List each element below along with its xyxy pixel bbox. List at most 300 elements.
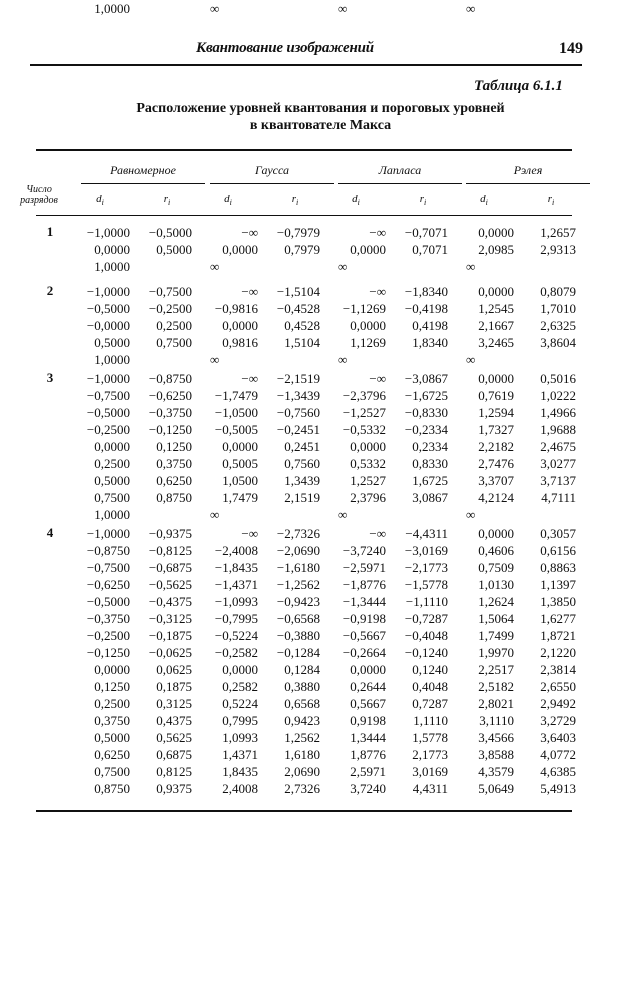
table-cell: 4,2124 <box>478 490 514 505</box>
table-cell: 0,3125 <box>156 696 192 711</box>
table-cell: −0,2582 <box>214 645 258 660</box>
table-cell: 0,5625 <box>156 730 192 745</box>
table-cell: −0,7500 <box>148 284 192 299</box>
subcolumn-d-4 <box>454 193 514 207</box>
table-cell: −0,7500 <box>86 560 130 575</box>
table-cell: 1,3850 <box>540 594 576 609</box>
table-cell: 1,1269 <box>350 335 386 350</box>
table-cell: −∞ <box>241 526 258 541</box>
table-cell: 1,6725 <box>412 473 448 488</box>
table-cell: 0,1875 <box>156 679 192 694</box>
table-cell: 0,2582 <box>222 679 258 694</box>
subcolumn-symbol: r <box>163 193 169 205</box>
table-cell: 0,7500 <box>94 490 130 505</box>
table-cell: −0,7071 <box>404 225 448 240</box>
table-cell: 0,7560 <box>284 456 320 471</box>
bits-header-line-1: Число <box>26 184 52 195</box>
table-cell: −3,0867 <box>404 371 448 386</box>
table-cell: 1,0500 <box>222 473 258 488</box>
group-heading-3: Лапласа <box>378 163 422 177</box>
table-cell: 1,6180 <box>284 747 320 762</box>
table-cell: 3,0169 <box>412 764 448 779</box>
table-cell: ∞ <box>466 1 476 16</box>
table-cell: 2,4008 <box>222 781 258 796</box>
table-cell: 0,9816 <box>222 335 258 350</box>
table-cell: 2,1773 <box>412 747 448 762</box>
table-cell: 1,7010 <box>540 301 576 316</box>
table-cell: 3,6403 <box>540 730 576 745</box>
subcolumn-r-4 <box>521 193 581 207</box>
table-cell: −0,0000 <box>86 318 130 333</box>
table-cell: 1,1110 <box>413 713 448 728</box>
table-cell: 2,9492 <box>540 696 576 711</box>
group-underline-3 <box>338 183 462 184</box>
table-cell: 2,2517 <box>478 662 514 677</box>
table-cell: 0,0000 <box>478 526 514 541</box>
table-cell: −0,3750 <box>86 611 130 626</box>
table-cell: 1,0000 <box>94 1 130 16</box>
table-cell: −1,8340 <box>404 284 448 299</box>
table-cell: 0,0625 <box>156 662 192 677</box>
table-cell: −∞ <box>369 225 386 240</box>
table-cell: 0,6875 <box>156 747 192 762</box>
table-cell: 3,8588 <box>478 747 514 762</box>
table-cell: −0,1250 <box>86 645 130 660</box>
table-cell: −2,3796 <box>342 388 386 403</box>
table-caption-line-1: Расположение уровней квантования и пороговых уровней <box>136 101 505 116</box>
table-cell: 0,0000 <box>350 242 386 257</box>
table-cell: −1,4371 <box>214 577 258 592</box>
table-cell: 4,6385 <box>540 764 576 779</box>
table-cell: −∞ <box>369 526 386 541</box>
table-cell: 0,3750 <box>94 713 130 728</box>
bits-count: 4 <box>46 525 54 540</box>
table-cell: 2,5182 <box>478 679 514 694</box>
table-cell: −∞ <box>241 371 258 386</box>
table-cell: 3,4566 <box>478 730 514 745</box>
table-cell: −1,8435 <box>214 560 258 575</box>
group-heading-1: Равномерное <box>110 163 176 177</box>
table-cell: 0,4048 <box>412 679 448 694</box>
subcolumn-d-2 <box>198 193 258 207</box>
table-cell: 3,0867 <box>412 490 448 505</box>
table-cell: 2,9313 <box>540 242 576 257</box>
table-cell: −1,5104 <box>276 284 320 299</box>
table-cell: −∞ <box>369 371 386 386</box>
table-cell: −0,6875 <box>148 560 192 575</box>
table-cell: −0,3125 <box>148 611 192 626</box>
table-cell: −0,7979 <box>276 225 320 240</box>
table-cell: 0,0000 <box>350 662 386 677</box>
table-cell: 1,2624 <box>478 594 514 609</box>
table-cell: 0,2500 <box>94 696 130 711</box>
table-cell: 0,7979 <box>284 242 320 257</box>
table-cell: −1,0000 <box>86 526 130 541</box>
table-cell: 2,8021 <box>478 696 514 711</box>
table-cell: −3,0169 <box>404 543 448 558</box>
table-cell: 0,0000 <box>94 439 130 454</box>
bits-count: 3 <box>46 370 54 385</box>
table-cell: 1,9970 <box>478 645 514 660</box>
table-cell: 0,0000 <box>222 662 258 677</box>
table-cell: 0,7619 <box>478 388 514 403</box>
table-cell: −0,5224 <box>214 628 258 643</box>
table-cell: 1,4966 <box>540 405 576 420</box>
table-cell: 0,5667 <box>350 696 386 711</box>
table-cell: 0,6250 <box>94 747 130 762</box>
table-cell: 1,8776 <box>350 747 386 762</box>
table-cell: −0,7500 <box>86 388 130 403</box>
table-cell: −0,5000 <box>86 301 130 316</box>
table-cell: 0,8750 <box>156 490 192 505</box>
table-cell: 1,6277 <box>540 611 576 626</box>
table-cell: −1,6725 <box>404 388 448 403</box>
table-cell: −1,1269 <box>342 301 386 316</box>
table-cell: 0,2334 <box>412 439 448 454</box>
table-cell: 5,4913 <box>540 781 576 796</box>
table-cell: 0,7995 <box>222 713 258 728</box>
table-cell: −1,2562 <box>276 577 320 592</box>
table-cell: 4,3579 <box>478 764 514 779</box>
table-cell: −0,7560 <box>276 405 320 420</box>
table-cell: −1,0500 <box>214 405 258 420</box>
subcolumn-symbol: r <box>419 193 425 205</box>
table-cell: 1,0222 <box>540 388 576 403</box>
table-cell: −0,4375 <box>148 594 192 609</box>
table-cell: −1,3444 <box>342 594 386 609</box>
table-cell: 0,8750 <box>94 781 130 796</box>
table-cell: 0,4606 <box>478 543 514 558</box>
table-cell: 0,0000 <box>222 439 258 454</box>
table-cell: 0,5005 <box>222 456 258 471</box>
subcolumn-d-1 <box>70 193 130 207</box>
table-cell: 2,3814 <box>540 662 576 677</box>
table-cell: ∞ <box>210 507 220 522</box>
table-cell: 2,0985 <box>478 242 514 257</box>
table-cell: 0,8863 <box>540 560 576 575</box>
table-cell: 0,1250 <box>156 439 192 454</box>
table-cell: −1,8776 <box>342 577 386 592</box>
subcolumn-index: i <box>296 198 299 208</box>
table-cell: −2,7326 <box>276 526 320 541</box>
subcolumn-index: i <box>552 198 555 208</box>
table-cell: 2,4675 <box>540 439 576 454</box>
table-cell: 4,4311 <box>412 781 448 796</box>
table-cell: −2,5971 <box>342 560 386 575</box>
table-cell: ∞ <box>466 507 476 522</box>
table-cell: −0,3880 <box>276 628 320 643</box>
table-cell: 5,0649 <box>478 781 514 796</box>
header-bottom-rule <box>36 215 572 216</box>
table-cell: 1,7479 <box>222 490 258 505</box>
table-cell: 0,8079 <box>540 284 576 299</box>
table-cell: −0,5000 <box>86 594 130 609</box>
table-cell: 0,0000 <box>222 242 258 257</box>
subcolumn-index: i <box>424 198 427 208</box>
table-cell: −0,2334 <box>404 422 448 437</box>
subcolumn-index: i <box>485 198 488 208</box>
table-cell: 3,7240 <box>350 781 386 796</box>
table-cell: 1,5778 <box>412 730 448 745</box>
table-cell: 0,9375 <box>156 781 192 796</box>
table-cell: 1,9688 <box>540 422 576 437</box>
table-cell: −0,8330 <box>404 405 448 420</box>
table-cell: 0,0000 <box>350 439 386 454</box>
table-cell: 1,7327 <box>478 422 514 437</box>
table-cell: −0,9198 <box>342 611 386 626</box>
subcolumn-d-3 <box>326 193 386 207</box>
table-cell: 1,5104 <box>284 335 320 350</box>
table-top-rule <box>36 149 572 151</box>
table-cell: 3,7137 <box>540 473 576 488</box>
table-cell: −0,2451 <box>276 422 320 437</box>
table-cell: 2,1519 <box>284 490 320 505</box>
table-cell: 0,1250 <box>94 679 130 694</box>
subcolumn-symbol: r <box>291 193 297 205</box>
table-cell: 2,7326 <box>284 781 320 796</box>
table-cell: −2,4008 <box>214 543 258 558</box>
table-cell: ∞ <box>338 1 348 16</box>
table-cell: 0,3880 <box>284 679 320 694</box>
table-cell: −0,8750 <box>86 543 130 558</box>
table-cell: 0,7071 <box>412 242 448 257</box>
group-underline-4 <box>466 183 590 184</box>
table-cell: 0,0000 <box>222 318 258 333</box>
table-cell: 0,6156 <box>540 543 576 558</box>
table-cell: 0,5016 <box>540 371 576 386</box>
table-cell: −0,8750 <box>148 371 192 386</box>
table-cell: ∞ <box>210 352 220 367</box>
group-heading-4: Рэлея <box>513 163 543 177</box>
table-cell: −0,9375 <box>148 526 192 541</box>
table-cell: 0,1240 <box>412 662 448 677</box>
table-cell: −0,6568 <box>276 611 320 626</box>
table-cell: 0,5000 <box>94 335 130 350</box>
subcolumn-index: i <box>101 198 104 208</box>
table-cell: 1,2657 <box>540 225 576 240</box>
table-cell: 0,3750 <box>156 456 192 471</box>
table-cell: −1,1110 <box>405 594 448 609</box>
table-cell: 2,7476 <box>478 456 514 471</box>
table-cell: 0,6568 <box>284 696 320 711</box>
table-cell: 0,2500 <box>94 456 130 471</box>
table-cell: −∞ <box>241 284 258 299</box>
table-cell: −0,6250 <box>86 577 130 592</box>
table-cell: 0,5000 <box>156 242 192 257</box>
table-cell: 2,6550 <box>540 679 576 694</box>
table-cell: −1,0993 <box>214 594 258 609</box>
table-cell: −1,2527 <box>342 405 386 420</box>
subcolumn-index: i <box>229 198 232 208</box>
group-underline-2 <box>210 183 334 184</box>
table-cell: ∞ <box>210 1 220 16</box>
table-cell: 1,8435 <box>222 764 258 779</box>
table-cell: 1,0000 <box>94 507 130 522</box>
table-cell: 1,8721 <box>540 628 576 643</box>
table-cell: ∞ <box>210 259 220 274</box>
table-cell: 3,3707 <box>478 473 514 488</box>
table-cell: −1,7479 <box>214 388 258 403</box>
subcolumn-symbol: d <box>96 193 102 205</box>
table-cell: 0,0000 <box>350 318 386 333</box>
table-cell: −0,5625 <box>148 577 192 592</box>
table-cell: 1,5064 <box>478 611 514 626</box>
table-cell: −0,4528 <box>276 301 320 316</box>
table-cell: 0,4198 <box>412 318 448 333</box>
subcolumn-r-1 <box>137 193 197 207</box>
subcolumn-symbol: d <box>480 193 486 205</box>
table-cell: −1,0000 <box>86 371 130 386</box>
table-cell: −0,2500 <box>86 628 130 643</box>
subcolumn-symbol: d <box>224 193 230 205</box>
table-cell: 2,1667 <box>478 318 514 333</box>
table-cell: −1,0000 <box>86 284 130 299</box>
table-cell: 1,4371 <box>222 747 258 762</box>
table-cell: 0,8330 <box>412 456 448 471</box>
table-cell: −0,5332 <box>342 422 386 437</box>
table-cell: −1,3439 <box>276 388 320 403</box>
table-cell: −0,5000 <box>86 405 130 420</box>
table-cell: 4,7111 <box>541 490 576 505</box>
table-cell: 1,0993 <box>222 730 258 745</box>
table-cell: −0,1284 <box>276 645 320 660</box>
table-cell: −0,6250 <box>148 388 192 403</box>
table-cell: 2,0690 <box>284 764 320 779</box>
table-cell: −0,1240 <box>404 645 448 660</box>
table-cell: 0,5000 <box>94 473 130 488</box>
table-cell: −0,7995 <box>214 611 258 626</box>
table-cell: 0,4375 <box>156 713 192 728</box>
table-cell: −2,1773 <box>404 560 448 575</box>
group-heading-2: Гаусса <box>254 163 290 177</box>
table-cell: 0,5000 <box>94 730 130 745</box>
table-cell: 0,7287 <box>412 696 448 711</box>
table-cell: 0,0000 <box>478 371 514 386</box>
table-cell: 3,0277 <box>540 456 576 471</box>
table-cell: 1,2562 <box>284 730 320 745</box>
table-cell: −2,0690 <box>276 543 320 558</box>
table-cell: 3,8604 <box>540 335 576 350</box>
bits-header-line-2: разрядов <box>20 195 58 206</box>
table-cell: −1,6180 <box>276 560 320 575</box>
table-cell: 0,7500 <box>94 764 130 779</box>
subcolumn-r-2 <box>265 193 325 207</box>
table-cell: −0,3750 <box>148 405 192 420</box>
table-cell: −0,0625 <box>148 645 192 660</box>
subcolumn-symbol: r <box>547 193 553 205</box>
table-cell: 3,2729 <box>540 713 576 728</box>
group-underline-1 <box>81 183 205 184</box>
table-cell: −0,4048 <box>404 628 448 643</box>
table-cell: −0,7287 <box>404 611 448 626</box>
table-cell: −0,2664 <box>342 645 386 660</box>
bits-count: 2 <box>46 283 54 298</box>
table-cell: −0,8125 <box>148 543 192 558</box>
table-cell: −0,5000 <box>148 225 192 240</box>
table-cell: −4,4311 <box>405 526 448 541</box>
table-cell: 1,8340 <box>412 335 448 350</box>
table-cell: 2,3796 <box>350 490 386 505</box>
table-bottom-rule <box>36 810 572 812</box>
table-cell: 0,2451 <box>284 439 320 454</box>
subcolumn-index: i <box>357 198 360 208</box>
table-cell: 4,0772 <box>540 747 576 762</box>
table-cell: ∞ <box>466 352 476 367</box>
table-cell: 2,1220 <box>540 645 576 660</box>
table-cell: −1,5778 <box>404 577 448 592</box>
table-cell: 0,0000 <box>478 225 514 240</box>
table-caption-line-2: в квантователе Макса <box>249 118 392 133</box>
table-cell: −0,1875 <box>148 628 192 643</box>
table-cell: 1,2594 <box>478 405 514 420</box>
table-cell: −0,2500 <box>86 422 130 437</box>
running-header-title: Квантование изображений <box>196 40 374 56</box>
table-cell: 0,0000 <box>94 662 130 677</box>
table-cell: −0,9423 <box>276 594 320 609</box>
table-cell: −3,7240 <box>342 543 386 558</box>
table-cell: 3,1110 <box>479 713 514 728</box>
table-cell: 1,7499 <box>478 628 514 643</box>
table-cell: 0,7509 <box>478 560 514 575</box>
table-cell: 0,4528 <box>284 318 320 333</box>
table-cell: 0,9198 <box>350 713 386 728</box>
table-cell: 0,1284 <box>284 662 320 677</box>
table-cell: 1,3439 <box>284 473 320 488</box>
table-cell: 0,8125 <box>156 764 192 779</box>
table-cell: 0,7500 <box>156 335 192 350</box>
table-cell: −0,1250 <box>148 422 192 437</box>
table-cell: 0,6250 <box>156 473 192 488</box>
table-cell: −0,2500 <box>148 301 192 316</box>
table-cell: 1,3444 <box>350 730 386 745</box>
table-cell: −∞ <box>369 284 386 299</box>
table-cell: 0,5332 <box>350 456 386 471</box>
subcolumn-symbol: d <box>352 193 358 205</box>
table-cell: −∞ <box>241 225 258 240</box>
table-cell: 1,1397 <box>540 577 576 592</box>
table-cell: −1,0000 <box>86 225 130 240</box>
subcolumn-index: i <box>168 198 171 208</box>
table-cell: 0,0000 <box>478 284 514 299</box>
header-rule <box>30 64 582 66</box>
table-cell: 2,2182 <box>478 439 514 454</box>
table-cell: ∞ <box>338 352 348 367</box>
bits-count: 1 <box>46 224 54 239</box>
table-cell: 3,2465 <box>478 335 514 350</box>
table-cell: −0,9816 <box>214 301 258 316</box>
table-cell: 2,5971 <box>350 764 386 779</box>
subcolumn-r-3 <box>393 193 453 207</box>
table-cell: ∞ <box>338 259 348 274</box>
table-cell: −0,5667 <box>342 628 386 643</box>
table-cell: 0,9423 <box>284 713 320 728</box>
table-cell: −2,1519 <box>276 371 320 386</box>
table-cell: 2,6325 <box>540 318 576 333</box>
table-cell: −0,4198 <box>404 301 448 316</box>
table-cell: ∞ <box>466 259 476 274</box>
table-cell: 1,0130 <box>478 577 514 592</box>
table-cell: 1,0000 <box>94 259 130 274</box>
table-cell: −0,5005 <box>214 422 258 437</box>
table-cell: 0,3057 <box>540 526 576 541</box>
table-cell: 0,5224 <box>222 696 258 711</box>
table-cell: 0,2500 <box>156 318 192 333</box>
table-cell: 1,2545 <box>478 301 514 316</box>
table-number: Таблица 6.1.1 <box>474 78 563 94</box>
page-number: 149 <box>559 40 583 57</box>
table-cell: 0,0000 <box>94 242 130 257</box>
table-cell: 1,2527 <box>350 473 386 488</box>
